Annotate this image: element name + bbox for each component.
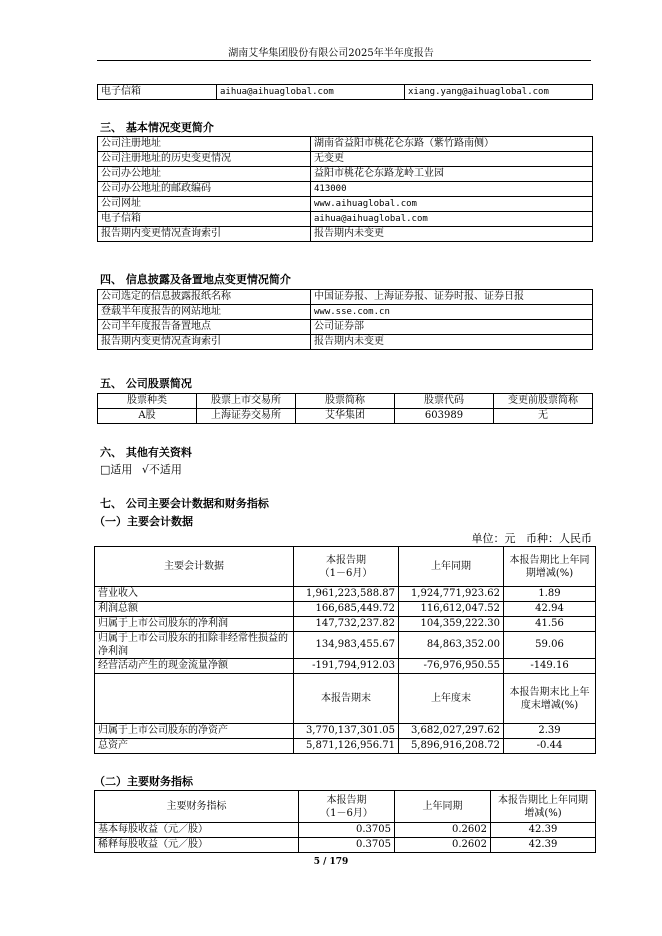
cell-value: 0.2602: [395, 838, 491, 853]
cell-key: 经营活动产生的现金流量净额: [95, 659, 294, 674]
table-row: [98, 152, 593, 167]
subsection-2-title: （二）主要财务指标: [94, 775, 193, 788]
cell-value: 42.39: [491, 823, 596, 838]
cell-key: 利润总额: [95, 602, 294, 617]
page-header: 湖南艾华集团股份有限公司2025年半年度报告: [228, 48, 434, 59]
section-4-title: 四、 信息披露及备置地点变更情况简介: [100, 273, 291, 286]
cell-key: 公司注册地址: [98, 137, 311, 152]
cell-value: 无: [494, 409, 593, 424]
col-header: 本报告期比上年同期增减(%): [504, 547, 596, 587]
table-row: [95, 547, 596, 587]
table-row: [98, 290, 593, 305]
cell-key: 归属于上市公司股东的扣除非经常性损益的净利润: [95, 632, 294, 659]
cell-value: 无变更: [311, 152, 593, 167]
col-header: 本报告期 （1－6月）: [299, 791, 395, 823]
table-row: [95, 739, 596, 754]
cell-value: 1,924,771,923.62: [399, 587, 504, 602]
cell-value: 1.89: [504, 587, 596, 602]
table-row: [98, 85, 593, 100]
cell-value: 42.39: [491, 838, 596, 853]
disclosure-table: [97, 289, 593, 350]
cell-key: 电子信箱: [98, 212, 311, 227]
table-row: [98, 335, 593, 350]
cell-value: aihua@aihuaglobal.com: [311, 212, 593, 227]
col-header: 股票代码: [395, 394, 494, 409]
section-6-title: 六、 其他有关资料: [100, 446, 192, 459]
table-row: [95, 724, 596, 739]
cell-value: 0.2602: [395, 823, 491, 838]
cell-value: -149.16: [504, 659, 596, 674]
cell-value: 0.3705: [299, 823, 395, 838]
cell-value: 603989: [395, 409, 494, 424]
cell-value: 3,682,027,297.62: [399, 724, 504, 739]
cell-value: 116,612,047.52: [399, 602, 504, 617]
cell-key: 公司选定的信息披露报纸名称: [98, 290, 311, 305]
table-row: [98, 137, 593, 152]
unit-note: 单位：元 币种：人民币: [471, 532, 592, 545]
cell-key: 公司办公地址的邮政编码: [98, 182, 311, 197]
cell-value: 104,359,222.30: [399, 617, 504, 632]
cell-value: 2.39: [504, 724, 596, 739]
col-header: 本报告期 （1－6月）: [294, 547, 399, 587]
table-row: [98, 227, 593, 242]
cell-value: www.sse.com.cn: [311, 305, 593, 320]
cell-value: 中国证券报、上海证券报、证券时报、证券日报: [311, 290, 593, 305]
table-row: [98, 182, 593, 197]
cell-value: 报告期内未变更: [311, 227, 593, 242]
table-row: [98, 212, 593, 227]
cell-value: 艾华集团: [296, 409, 395, 424]
subsection-1-title: （一）主要会计数据: [94, 515, 193, 528]
table-row: [95, 602, 596, 617]
cell-key: 公司注册地址的历史变更情况: [98, 152, 311, 167]
table-row: [98, 394, 593, 409]
cell-value: 42.94: [504, 602, 596, 617]
cell-key: 营业收入: [95, 587, 294, 602]
cell-value: -191,794,912.03: [294, 659, 399, 674]
cell-value: 公司证券部: [311, 320, 593, 335]
col-header: 本报告期比上年同期增减(%): [491, 791, 596, 823]
col-header: 上年度末: [399, 674, 504, 724]
section-7-title: 七、 公司主要会计数据和财务指标: [100, 497, 269, 510]
cell-key: 报告期内变更情况查询索引: [98, 335, 311, 350]
email-table: [97, 84, 593, 100]
table-row: [95, 587, 596, 602]
cell-value: 上海证券交易所: [197, 409, 296, 424]
cell-value: 84,863,352.00: [399, 632, 504, 659]
cell-value: 147,732,237.82: [294, 617, 399, 632]
cell-value: 报告期内未变更: [311, 335, 593, 350]
cell-value: 166,685,449.72: [294, 602, 399, 617]
financial-indicators-table: [94, 790, 596, 853]
stock-table: [97, 393, 593, 424]
cell-value: www.aihuaglobal.com: [311, 197, 593, 212]
col-header: 变更前股票简称: [494, 394, 593, 409]
table-row: [95, 632, 596, 659]
cell-key: 公司办公地址: [98, 167, 311, 182]
table-row: [95, 823, 596, 838]
col-header: 上年同期: [395, 791, 491, 823]
cell-blank: [95, 674, 294, 724]
cell-key: 报告期内变更情况查询索引: [98, 227, 311, 242]
table-row: [98, 197, 593, 212]
col-header: 股票上市交易所: [197, 394, 296, 409]
table-row: [95, 838, 596, 853]
page-number: 5 / 179: [313, 857, 349, 867]
cell-value: 湖南省益阳市桃花仑东路（紫竹路南侧）: [311, 137, 593, 152]
cell-value: 413000: [311, 182, 593, 197]
cell-value: 1,961,223,588.87: [294, 587, 399, 602]
col-header: 主要会计数据: [95, 547, 294, 587]
table-row: [95, 674, 596, 724]
col-header: 上年同期: [399, 547, 504, 587]
table-row: [98, 305, 593, 320]
cell-value: 3,770,137,301.05: [294, 724, 399, 739]
cell-value: 5,871,126,956.71: [294, 739, 399, 754]
cell-value: 5,896,916,208.72: [399, 739, 504, 754]
cell-value: 134,983,455.67: [294, 632, 399, 659]
basic-info-table: [97, 136, 593, 242]
col-header: 主要财务指标: [95, 791, 299, 823]
email-value-1: aihua@aihuaglobal.com: [217, 85, 405, 100]
cell-value: 59.06: [504, 632, 596, 659]
col-header: 股票种类: [98, 394, 197, 409]
cell-value: -0.44: [504, 739, 596, 754]
col-header: 本报告期末比上年度末增减(%): [504, 674, 596, 724]
email-value-2: xiang.yang@aihuaglobal.com: [405, 85, 593, 100]
cell-key: 登载半年度报告的网站地址: [98, 305, 311, 320]
option-applicable: □适用: [100, 463, 133, 476]
table-row: [95, 791, 596, 823]
email-label: 电子信箱: [98, 85, 217, 100]
option-not-applicable: √不适用: [141, 463, 182, 476]
cell-value: -76,976,950.55: [399, 659, 504, 674]
table-row: [95, 617, 596, 632]
cell-key: 归属于上市公司股东的净利润: [95, 617, 294, 632]
table-row: [98, 167, 593, 182]
table-row: [98, 320, 593, 335]
section-5-title: 五、 公司股票简况: [100, 377, 192, 390]
header-rule: [97, 60, 591, 61]
cell-key: 基本每股收益（元／股）: [95, 823, 299, 838]
cell-key: 归属于上市公司股东的净资产: [95, 724, 294, 739]
cell-key: 总资产: [95, 739, 294, 754]
table-row: [98, 409, 593, 424]
cell-value: 益阳市桃花仑东路龙岭工业园: [311, 167, 593, 182]
applicable-options: [100, 461, 182, 477]
cell-value: 41.56: [504, 617, 596, 632]
col-header: 本报告期末: [294, 674, 399, 724]
cell-key: 公司半年度报告备置地点: [98, 320, 311, 335]
table-row: [95, 659, 596, 674]
cell-value: A股: [98, 409, 197, 424]
cell-value: 0.3705: [299, 838, 395, 853]
col-header: 股票简称: [296, 394, 395, 409]
section-3-title: 三、 基本情况变更简介: [100, 121, 214, 134]
cell-key: 公司网址: [98, 197, 311, 212]
accounting-data-table: [94, 546, 596, 754]
cell-key: 稀释每股收益（元／股）: [95, 838, 299, 853]
